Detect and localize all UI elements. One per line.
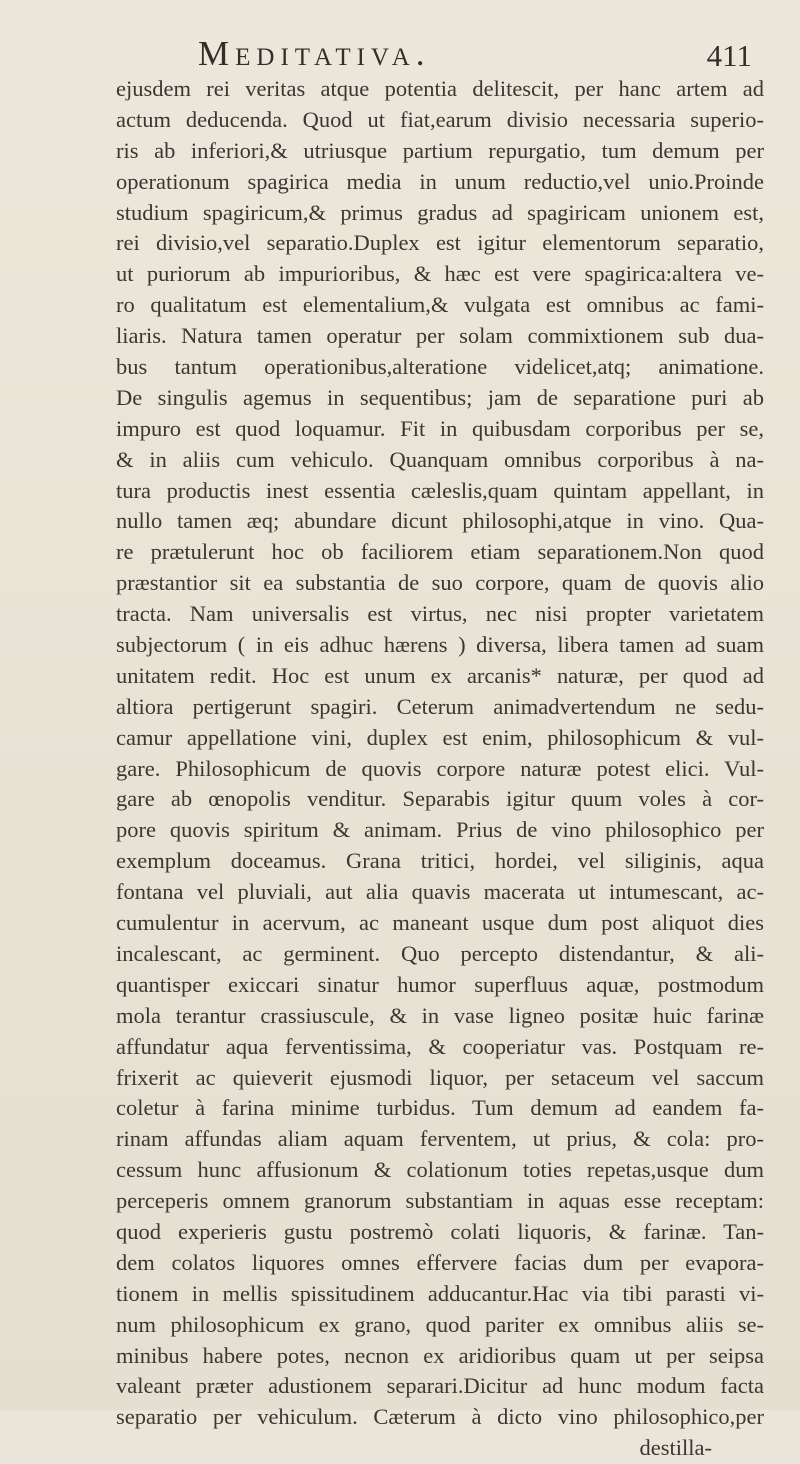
text-line: exemplum doceamus. Grana tritici, hordei, vel siliginis, aqua xyxy=(116,848,764,874)
text-line: minibus habere potes, necnon ex aridioribus quam ut per seipsa xyxy=(116,1342,764,1368)
text-line: bus tantum operationibus,alteratione videlicet,atq; animatione. xyxy=(116,354,764,380)
text-line: tura productis inest essentia cæleslis,quam quintam appellant, in xyxy=(116,477,764,503)
text-line: ut puriorum ab impurioribus, & hæc est vere spagirica:altera ve- xyxy=(116,261,764,287)
text-line: mola terantur crassiuscule, & in vase ligneo positæ huic farinæ xyxy=(116,1002,764,1028)
text-line: gare. Philosophicum de quovis corpore naturæ potest elici. Vul- xyxy=(116,755,764,781)
text-line: altiora pertigerunt spagiri. Ceterum animadvertendum ne sedu- xyxy=(116,693,764,719)
page-number: 411 xyxy=(706,38,752,73)
text-line: frixerit ac quieverit ejusmodi liquor, per setaceum vel saccum xyxy=(116,1064,764,1090)
text-line: fontana vel pluviali, aut alia quavis macerata ut intumescant, ac- xyxy=(116,879,764,905)
text-line: unitatem redit. Hoc est unum ex arcanis* naturæ, per quod ad xyxy=(116,662,764,688)
text-line: & in aliis cum vehiculo. Quanquam omnibus corporibus à na- xyxy=(116,446,764,472)
text-line: perceperis omnem granorum substantiam in aquas esse receptam: xyxy=(116,1188,764,1214)
text-line: quantisper exiccari sinatur humor superfluus aquæ, postmodum xyxy=(116,971,764,997)
text-line: cessum hunc affusionum & colationum toties repetas,usque dum xyxy=(116,1157,764,1183)
text-line: camur appellatione vini, duplex est enim, philosophicum & vul- xyxy=(116,724,764,750)
text-line: studium spagiricum,& primus gradus ad spagiricam unionem est, xyxy=(116,199,764,225)
text-line: impuro est quod loquamur. Fit in quibusdam corporibus per se, xyxy=(116,415,764,441)
text-line: ro qualitatum est elementalium,& vulgata est omnibus ac fami- xyxy=(116,292,764,318)
text-line: incalescant, ac germinent. Quo percepto distendantur, & ali- xyxy=(116,940,764,966)
text-line: num philosophicum ex grano, quod pariter ex omnibus aliis se- xyxy=(116,1311,764,1337)
text-line: operationum spagirica media in unum reductio,vel unio.Proinde xyxy=(116,168,764,194)
body-text xyxy=(116,74,764,1464)
text-line: nullo tamen æq; abundare dicunt philosophi,atque in vino. Qua- xyxy=(116,508,764,534)
text-line: præstantior sit ea substantia de suo corpore, quam de quovis alio xyxy=(116,570,764,596)
text-line: valeant præter adustionem separari.Dicitur ad hunc modum facta xyxy=(116,1373,764,1399)
text-line: ejusdem rei veritas atque potentia delitescit, per hanc artem ad xyxy=(116,76,764,101)
text-line: quod experieris gustu postremò colati liquoris, & farinæ. Tan- xyxy=(116,1218,764,1244)
text-line: liaris. Natura tamen operatur per solam commixtionem sub dua- xyxy=(116,323,764,349)
page-header xyxy=(116,34,752,74)
text-line: destilla- xyxy=(639,1435,712,1461)
text-line: actum deducenda. Quod ut fiat,earum divisio necessaria superio- xyxy=(116,106,764,132)
text-line: separatio per vehiculum. Cæterum à dicto vino philosophico,per xyxy=(116,1404,764,1430)
text-line: affundatur aqua ferventissima, & cooperiatur vas. Postquam re- xyxy=(116,1033,764,1059)
text-line: coletur à farina minime turbidus. Tum demum ad eandem fa- xyxy=(116,1095,764,1121)
text-line: dem colatos liquores omnes effervere facias dum per evapora- xyxy=(116,1249,764,1275)
text-line: pore quovis spiritum & animam. Prius de vino philosophico per xyxy=(116,817,764,843)
text-line: re prætulerunt hoc ob faciliorem etiam separationem.Non quod xyxy=(116,539,764,565)
text-line: rei divisio,vel separatio.Duplex est igitur elementorum separatio, xyxy=(116,230,764,256)
text-line: tionem in mellis spissitudinem adducantur.Hac via tibi parasti vi- xyxy=(116,1280,764,1306)
text-line: gare ab œnopolis venditur. Separabis igitur quum voles à cor- xyxy=(116,786,764,812)
text-line: rinam affundas aliam aquam ferventem, ut prius, & cola: pro- xyxy=(116,1126,764,1152)
text-line: tracta. Nam universalis est virtus, nec nisi propter varietatem xyxy=(116,601,764,627)
text-line: subjectorum ( in eis adhuc hærens ) diversa, libera tamen ad suam xyxy=(116,632,764,658)
running-title: Meditativa. xyxy=(198,34,431,73)
text-line: ris ab inferiori,& utriusque partium repurgatio, tum demum per xyxy=(116,137,764,163)
text-line: De singulis agemus in sequentibus; jam de separatione puri ab xyxy=(116,384,764,410)
text-line: cumulentur in acervum, ac maneant usque dum post aliquot dies xyxy=(116,910,764,936)
